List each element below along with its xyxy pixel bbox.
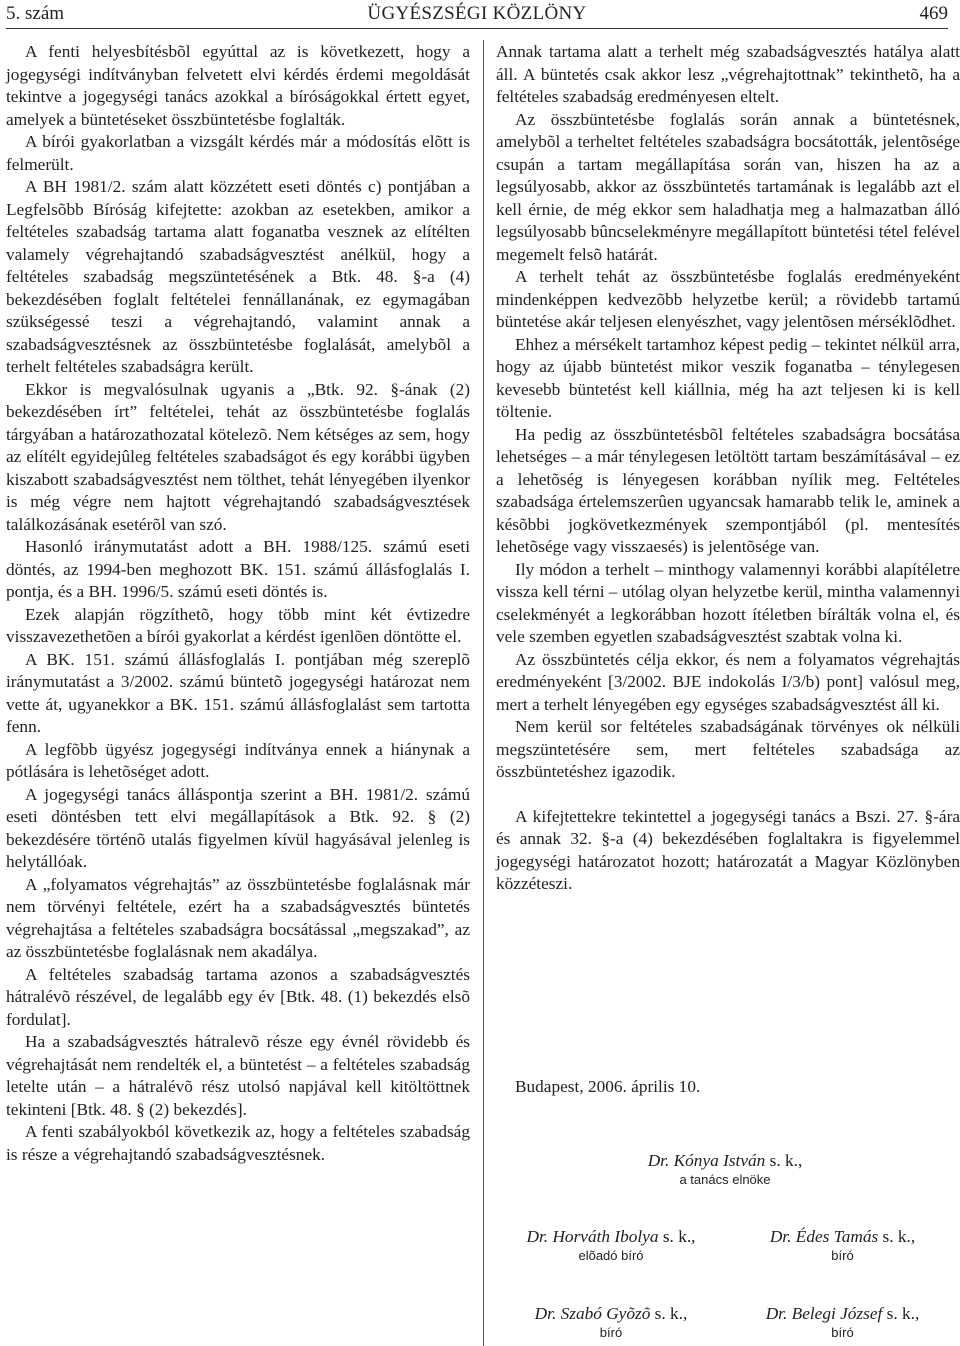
journal-title: ÜGYÉSZSÉGI KÖZLÖNY	[367, 3, 587, 24]
right-column	[496, 41, 960, 896]
paragraph: Annak tartama alatt a terhelt még szabadságvesztés hatálya alatt áll. A büntetés csak akkor lesz „végrehajtottnak” tekinthetõ, ha a feltételes szabadság eredményesen eltelt.	[496, 42, 960, 106]
issue-number: 5. szám	[6, 3, 65, 24]
paragraph: A legfõbb ügyész jogegységi indítványa ennek a hiánynak a pótlására is lehetõséget adott.	[6, 739, 470, 781]
header-rule	[6, 28, 948, 29]
paragraph: Az összbüntetésbe foglalás során annak a büntetésnek, amelybõl a terheltet feltételes szabadságra bocsátották, jelentõsége csupán a tartam megállapítása során van, hiszen ha az a legsúlyosabb, akkor az összbüntetés tartamának is legalább azt el kell érnie, de még ekkor sem haladhatja meg a halmazatban álló legsúlyosabb bûncselekményre megállapított büntetési tétel felével megemelt felsõ határát.	[496, 109, 960, 264]
paragraph: A BH 1981/2. szám alatt közzétett eseti döntés c) pontjában a Legfelsõbb Bíróság kifejtette: azokban az esetekben, amikor a feltételes szabadság tartama alatt foganatba vesznek az elítélten valamely végrehajtandó szabadságvesztést anélkül, hogy a feltételes szabadság megszüntetésének a Btk. 48. §-a (4) bekezdésében foglalt feltételei fennállanának, ez egymagában szükségessé teszi a végrehajtandó, valamint annak a szabadságvesztésnek az összbüntetésbe foglalását, amelybõl a terhelt feltételes szabadságra került.	[6, 177, 470, 376]
paragraph: A fenti helyesbítésbõl egyúttal az is következett, hogy a jogegységi indítványban felvetett elvi kérdés érdemi megoldását tekintve a jogegységi tanács azokkal a bíróságokkal értett egyet, amelyek a büntetéseket összbüntetésbe foglalták.	[6, 42, 470, 129]
signatory-name: Dr. Kónya István	[647, 1151, 766, 1170]
signatory-name: Dr. Édes Tamás	[769, 1227, 879, 1246]
signature-suffix: s. k.,	[765, 1151, 803, 1170]
signature-rapporteur	[496, 1226, 726, 1264]
signature-suffix: s. k.,	[878, 1227, 916, 1246]
paragraph: Az összbüntetés célja ekkor, és nem a folyamatos végrehajtás eredményeként [3/2002. BJE indokolás I/3/b) pont] valósul meg, mert a terhelt lényegében egy egységes szabadságvesztést áll ki.	[496, 649, 960, 714]
signature-judge	[496, 1303, 726, 1341]
paragraph: Hasonló iránymutatást adott a BH. 1988/125. számú eseti döntés, az 1994-ben meghozott BK. 151. számú állásfoglalás I. pontja, és a BH. 1996/5. számú eseti döntés is.	[6, 537, 470, 601]
signatory-role: bíró	[831, 1325, 854, 1340]
paragraph: Ezek alapján rögzíthetõ, hogy több mint két évtizedre visszavezethetõen a bírói gyakorlat a kérdést igenlõen döntötte el.	[6, 604, 470, 646]
signatory-name: Dr. Szabó Gyõzõ	[534, 1304, 651, 1323]
signature-chair	[600, 1150, 850, 1188]
signature-suffix: s. k.,	[882, 1304, 920, 1323]
page-header	[6, 2, 948, 26]
left-column	[6, 41, 470, 1166]
paragraph: Ily módon a terhelt – minthogy valamennyi korábbi alapítéletre vissza kell térni – utólag olyan helyzetbe kerül, mintha valamennyi cselekményét a legkorábban hozott ítéletben bírálták volna el, és vele szemben egyetlen szabadságvesztést szabtak volna ki.	[496, 559, 960, 646]
signature-suffix: s. k.,	[658, 1227, 696, 1246]
paragraph: Nem kerül sor feltételes szabadságának törvényes ok nélküli megszüntetésére sem, mert feltételes szabadsága az összbüntetéshez igazodik.	[496, 717, 960, 781]
signature-judge	[735, 1226, 950, 1264]
paragraph: A terhelt tehát az összbüntetésbe foglalás eredményeként mindenképpen kedvezõbb helyzetbe kerül; a rövidebb tartamú büntetése akár teljesen elenyészhet, vagy jelentõsen mérséklõdhet.	[496, 267, 960, 331]
paragraph: A „folyamatos végrehajtás” az összbüntetésbe foglalásnak már nem törvényi feltétele, ezért ha a szabadságvesztés büntetés végrehajtása a feltételes szabadságra bocsátással „megszakad”, az az összbüntetésbe foglalásnak nem akadálya.	[6, 874, 470, 961]
place-and-date: Budapest, 2006. április 10.	[515, 1077, 701, 1096]
signatory-role: bíró	[599, 1325, 623, 1340]
paragraph: A fenti szabályokból következik az, hogy a feltételes szabadság is része a végrehajtandó szabadságvesztésnek.	[6, 1122, 470, 1164]
signatory-role: elõadó bíró	[578, 1248, 644, 1263]
signatory-name: Dr. Horváth Ibolya	[526, 1227, 659, 1246]
paragraph: A bírói gyakorlatban a vizsgált kérdés már a módosítás elõtt is felmerült.	[6, 132, 470, 174]
signatory-role: a tanács elnöke	[679, 1172, 771, 1187]
page-number: 469	[919, 3, 948, 24]
paragraph: Ekkor is megvalósulnak ugyanis a „Btk. 92. §-ának (2) bekezdésében írt” feltételei, tehát az összbüntetésbe foglalás tárgyában a határozathozatal kötelezõ. Nem kétséges az sem, hogy az elítélt egyidejûleg feltételes szabadságot és egy korábbi ügyben kiszabott szabadságvesztést nem tölthet, tehát lényegében ilyenkor is még végre nem hajtott végrehajtandó szabadságvesztések találkozásának esetérõl van szó.	[6, 379, 470, 534]
column-divider	[483, 40, 484, 1346]
paragraph: A BK. 151. számú állásfoglalás I. pontjában még szereplõ iránymutatást a 3/2002. számú büntetõ jogegységi határozat nem vette át, ugyanekkor a BK. 151. számú állásfoglalást sem tartotta fenn.	[6, 649, 470, 736]
paragraph: A feltételes szabadság tartama azonos a szabadságvesztés hátralévõ részével, de legalább egy év [Btk. 48. (1) bekezdés elsõ fordulat].	[6, 964, 470, 1029]
paragraph: Ha a szabadságvesztés hátralevõ része egy évnél rövidebb és végrehajtását nem rendelték el, a büntetést – a feltételes szabadság letelte után – a hátralévõ rész utolsó napjával kell kitöltöttnek tekinteni [Btk. 48. § (2) bekezdés].	[6, 1032, 470, 1119]
paragraph: Ha pedig az összbüntetésbõl feltételes szabadságra bocsátása lehetséges – a már ténylegesen letöltött tartam beszámításával – ez a lehetõség is lényegesen korábban nyílik meg. Feltételes szabadsága értelemszerûen ugyancsak hamarabb telik le, aminek a késõbbi jogkövetkezmények szempontjából (pl. mentesítés lehetõsége vagy visszaesés) is jelentõsége van.	[496, 424, 960, 556]
signature-suffix: s. k.,	[650, 1304, 688, 1323]
signature-judge	[735, 1303, 950, 1341]
signatory-name: Dr. Belegi József	[765, 1304, 883, 1323]
signatory-role: bíró	[831, 1248, 854, 1263]
paragraph: A jogegységi tanács álláspontja szerint a BH. 1981/2. számú eseti döntésben tett elvi megállapítások a Btk. 92. § (2) bekezdésére történõ utalás figyelmen kívül hagyásával jelenleg is helytállóak.	[6, 784, 470, 871]
resolution-paragraph: A kifejtettekre tekintettel a jogegységi tanács a Bszi. 27. §-ára és annak 32. §-a (4) bekezdésében foglaltakra is figyelemmel jogegységi határozatot hozott; határozatát a Magyar Közlönyben közzéteszi.	[496, 806, 960, 893]
paragraph: Ehhez a mérsékelt tartamhoz képest pedig – tekintet nélkül arra, hogy az újabb büntetést mikor veszik foganatba – ténylegesen kevesebb büntetést kell kiállnia, még ha azt teljesen ki is kell töltenie.	[496, 334, 960, 421]
